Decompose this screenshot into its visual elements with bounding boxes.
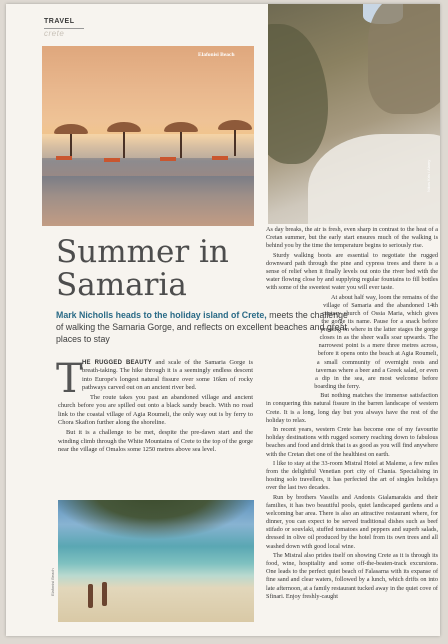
left-column: [56, 356, 254, 456]
umbrella-pole: [180, 132, 182, 158]
article-title: Summer in Samaria: [56, 234, 229, 303]
photo-horizon: [42, 134, 254, 158]
paragraph-text: and scale of the Samaria Gorge is breath-taking. The hike through it is a seemingly endless descent into Europe's longest natural fissure over some 16km of rocky pathways carved out on an ancient river bed.: [82, 359, 254, 391]
palm-shade: [58, 500, 254, 540]
umbrella: [164, 122, 198, 132]
photo-rock: [368, 4, 440, 114]
sun-lounger: [160, 157, 176, 161]
drop-cap: T: [56, 356, 83, 402]
photo-trail: [308, 134, 440, 224]
beach-photo: [42, 46, 254, 226]
photo-water: [42, 176, 254, 226]
section-label: TRAVEL: [44, 18, 75, 25]
body-paragraph: Run by brothers Vassilis and Andonis Gialamarakis and their families, it has two beautiful pools, quiet landscaped gardens and a welcoming bar area. There is also an attractive restaurant where, for dinner, you can expect to be served traditional dishes such as beef stifado or souvlaki, stuffed tomatoes and peppers and superb salads, dressed in olive oil produced by the hotel from its own trees and all washed down with good local wine.: [266, 494, 438, 550]
sun-lounger: [212, 156, 228, 160]
gorge-photo: [268, 4, 440, 224]
byline-rest: meets the challenge of walking the Samaria Gorge, and reflects on excellent beaches and great places to stay: [56, 310, 348, 344]
right-column: [266, 226, 438, 602]
body-paragraph: The Mistral also prides itself on showing Crete as it is through its food, wine, hospitality and some off-the-beaten-track excursions. One leads to the perfect quiet beach of Falasarna with its expanse of fine sand and clear waters, followed by a lunch, which drifts on into late afternoon, at a family restaurant tucked away in the quiet cove of Sfinari. Enjoy freshly-caught: [266, 552, 438, 600]
photo-rock: [268, 24, 328, 164]
magazine-page: [6, 4, 440, 636]
body-paragraph: The route takes you past an abandoned village and ancient church before you are spilled out onto a black sandy beach. With no road link to the coastal village of Agia Roumeli, the only way out is by ferry to Chora Skafion further along the shoreline.: [58, 394, 253, 427]
body-paragraph: In recent years, western Crete has become one of my favourite holiday destinations with rugged scenery reaching down to fabulous beaches and food and drink that is as good as you will find anywhere with the Cretan diet one of the healthiest on earth.: [266, 426, 438, 458]
body-paragraph: I like to stay at the 33-room Mistral Hotel at Maleme, a few miles from the delightful Venetian port city of Chania. Specialising in hosting solo travellers, it has perfected the art of singles holidays over the last two decades.: [266, 460, 438, 492]
body-paragraph: But it is a challenge to be met, despite the pre-dawn start and the winding climb through the White Mountains of Crete to the top of the gorge near the village of Omalos some 1250 metres above sea level.: [58, 429, 253, 453]
photo-credit: Nikos Kris / Alamy: [426, 159, 431, 192]
subsection-label: crete: [44, 29, 65, 38]
run-in-text: HE RUGGED BEAUTY: [82, 360, 152, 366]
umbrella-pole: [234, 130, 236, 156]
umbrella: [54, 124, 88, 134]
body-paragraph: Sturdy walking boots are essential to negotiate the rugged downward path through the pine and cypress trees and there is a sense of relief when it finally levels out onto the river bed with the water flowing close by and supplying regular fountains to fill bottles with some of the sweetest water you will ever taste.: [266, 251, 438, 292]
umbrella: [107, 122, 141, 132]
photo-caption: Elafonisi Beach: [198, 52, 235, 58]
byline-lead: Mark Nicholls heads to the holiday island of Crete,: [56, 310, 267, 320]
body-paragraph: [56, 356, 254, 402]
body-paragraph: But nothing matches the immense satisfaction in conquering this natural fissure in the barren landscape of western Crete. It is a long, long day but you always have the rest of the holiday to relax.: [266, 392, 438, 424]
photo-caption: Elafonisi Beach: [50, 568, 55, 596]
sun-lounger: [104, 158, 120, 162]
umbrella: [218, 120, 252, 130]
beach-photo-2: [58, 500, 254, 622]
sun-lounger: [56, 156, 72, 160]
umbrella-pole: [123, 132, 125, 158]
body-paragraph: As day breaks, the air is fresh, even sharp in contrast to the heat of a Cretan summer, but the early start ensures much of the walking is behind you by the time the temperature begins to seriously rise.: [266, 226, 438, 250]
beachgoer: [88, 584, 93, 608]
beachgoer: [102, 582, 107, 606]
body-paragraph: At about half way, loom the remains of the village of Samaria and the abandoned 14th century church of Ossia Maria, which gives the gorge its name. Pause for a snack before pressing on where in the latter stages the gorge closes in as the sheer walls soar upwards. The narrowest point is a mere three metres across, before it opens onto the beach at Agia Roumeli, a small community of overnight rests and tavernas where a beer and a Greek salad, or even a dip in the sea, are most welcome before boarding the ferry.: [314, 293, 438, 390]
